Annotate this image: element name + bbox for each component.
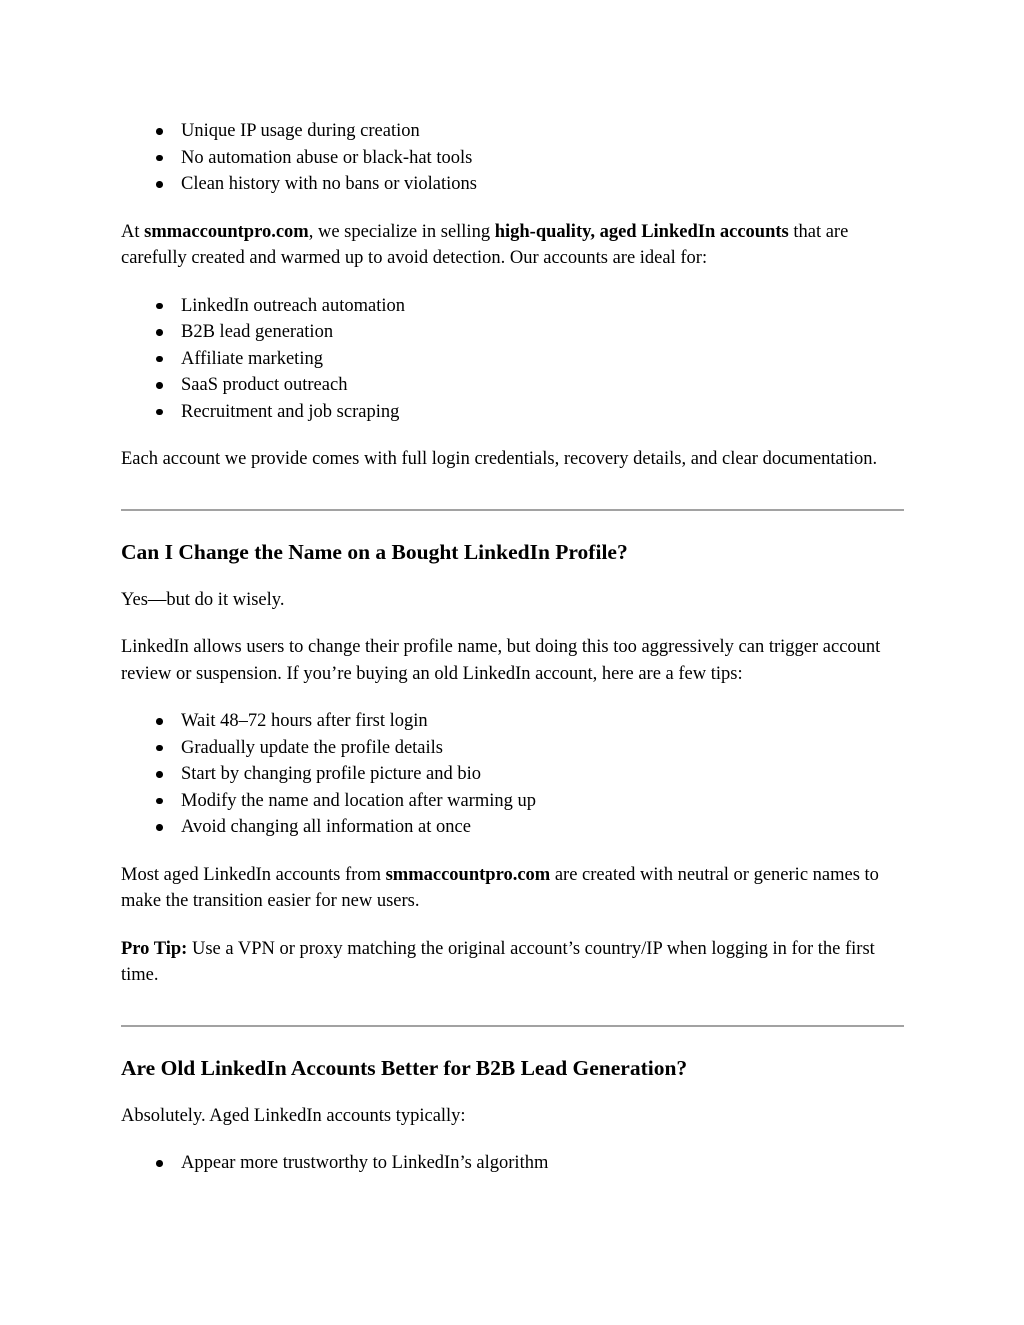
section-divider: [121, 1025, 904, 1027]
pro-tip-paragraph: Pro Tip: Use a VPN or proxy matching the original account’s country/IP when logging in for the first time.: [121, 938, 875, 985]
b2b-lede: Absolutely. Aged LinkedIn accounts typically:: [121, 1105, 466, 1126]
list-item: LinkedIn outreach automation: [181, 293, 904, 320]
list-item: SaaS product outreach: [181, 372, 904, 399]
section-heading-name-change: Can I Change the Name on a Bought LinkedIn Profile?: [121, 539, 628, 564]
list-item: Gradually update the profile details: [181, 735, 904, 762]
list-item: Unique IP usage during creation: [181, 118, 904, 145]
list-item: Avoid changing all information at once: [181, 814, 904, 841]
credentials-paragraph: Each account we provide comes with full login credentials, recovery details, and clear documentation.: [121, 449, 878, 469]
section-heading-b2b: Are Old LinkedIn Accounts Better for B2B Lead Generation?: [121, 1055, 688, 1080]
use-cases-list: [121, 293, 904, 426]
list-item: Affiliate marketing: [181, 346, 904, 373]
list-item: Appear more trustworthy to LinkedIn’s algorithm: [181, 1150, 904, 1177]
name-change-tips-list: [121, 708, 904, 841]
list-item: Recruitment and job scraping: [181, 399, 904, 426]
list-item: No automation abuse or black-hat tools: [181, 145, 904, 172]
list-item: Clean history with no bans or violations: [181, 171, 904, 198]
section-divider: [121, 509, 904, 511]
name-change-lede: Yes—but do it wisely.: [121, 589, 285, 610]
intro-paragraph: At smmaccountpro.com, we specialize in selling high-quality, aged LinkedIn accounts that are carefully created and warmed up to avoid detection. Our accounts are ideal for:: [121, 221, 849, 268]
b2b-benefits-list: [121, 1150, 904, 1177]
trust-features-list: [121, 118, 904, 198]
list-item: Modify the name and location after warming up: [181, 788, 904, 815]
name-change-body: LinkedIn allows users to change their profile name, but doing this too aggressively can trigger account review or suspension. If you’re buying an old LinkedIn account, here are a few tips:: [121, 637, 881, 684]
list-item: Wait 48–72 hours after first login: [181, 708, 904, 735]
name-change-closing-paragraph: Most aged LinkedIn accounts from smmaccountpro.com are created with neutral or generic names to make the transition easier for new users.: [121, 864, 879, 911]
list-item: Start by changing profile picture and bio: [181, 761, 904, 788]
list-item: B2B lead generation: [181, 319, 904, 346]
